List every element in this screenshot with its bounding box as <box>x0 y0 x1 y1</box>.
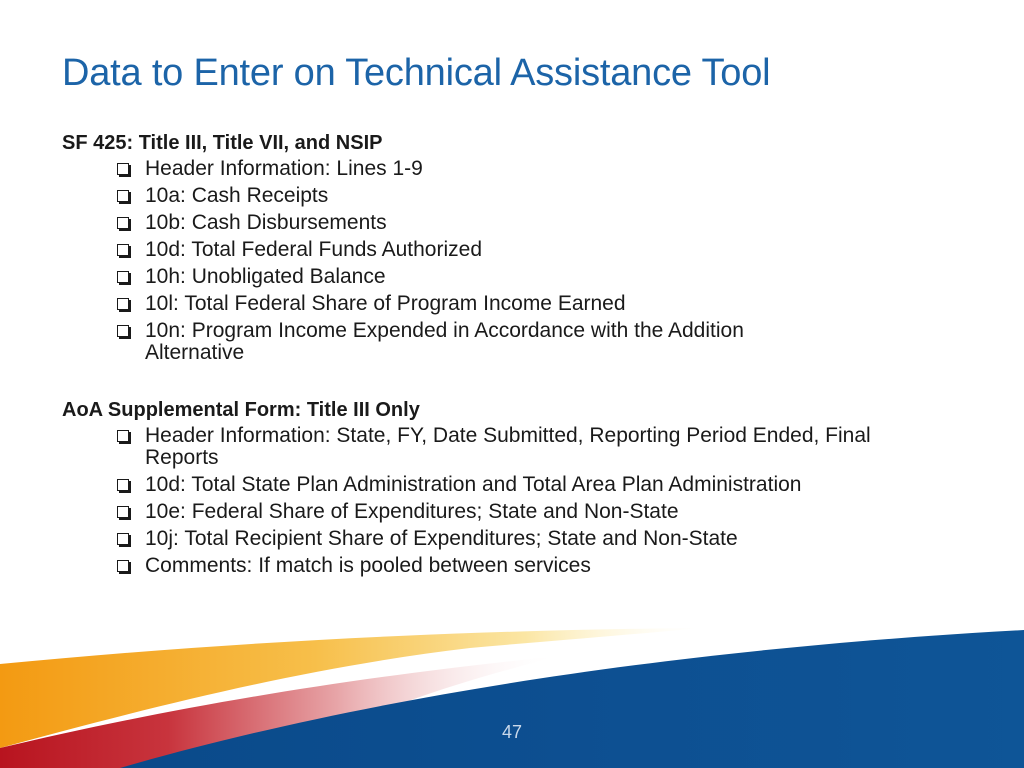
list-item-text: 10d: Total Federal Funds Authorized <box>145 238 482 261</box>
list-item <box>114 212 885 234</box>
list-item-text: 10b: Cash Disbursements <box>145 211 387 234</box>
slide-title: Data to Enter on Technical Assistance Tool <box>62 52 771 94</box>
checkbox-bullet-icon <box>117 217 129 229</box>
list-item-text: 10d: Total State Plan Administration and Total Area Plan Administration <box>145 473 802 496</box>
bullet-list <box>62 158 885 364</box>
checkbox-bullet-icon <box>117 244 129 256</box>
section-heading: AoA Supplemental Form: Title III Only <box>62 399 420 421</box>
list-item-text: 10h: Unobligated Balance <box>145 265 386 288</box>
list-item <box>114 320 805 364</box>
list-item <box>114 425 885 469</box>
section-sf425 <box>62 131 885 369</box>
list-item <box>114 474 885 496</box>
list-item-text: Header Information: State, FY, Date Submitted, Reporting Period Ended, Final Reports <box>145 424 871 469</box>
list-item-text: Header Information: Lines 1-9 <box>145 157 423 180</box>
section-heading: SF 425: Title III, Title VII, and NSIP <box>62 132 383 154</box>
list-item-text: 10j: Total Recipient Share of Expenditures; State and Non-State <box>145 527 738 550</box>
checkbox-bullet-icon <box>117 271 129 283</box>
page-number: 47 <box>501 722 523 742</box>
list-item <box>114 293 885 315</box>
checkbox-bullet-icon <box>117 298 129 310</box>
list-item <box>114 555 885 577</box>
list-item <box>114 185 885 207</box>
checkbox-bullet-icon <box>117 506 129 518</box>
section-aoa-supplemental <box>62 398 885 582</box>
checkbox-bullet-icon <box>117 560 129 572</box>
list-item <box>114 528 885 550</box>
checkbox-bullet-icon <box>117 479 129 491</box>
list-item <box>114 239 885 261</box>
checkbox-bullet-icon <box>117 533 129 545</box>
list-item <box>114 158 885 180</box>
list-item-text: 10n: Program Income Expended in Accordance with the Addition Alternative <box>145 319 744 364</box>
checkbox-bullet-icon <box>117 325 129 337</box>
bullet-list <box>62 425 885 577</box>
checkbox-bullet-icon <box>117 430 129 442</box>
list-item-text: 10e: Federal Share of Expenditures; State and Non-State <box>145 500 679 523</box>
checkbox-bullet-icon <box>117 163 129 175</box>
list-item-text: 10l: Total Federal Share of Program Income Earned <box>145 292 626 315</box>
list-item <box>114 501 885 523</box>
list-item-text: Comments: If match is pooled between services <box>145 554 591 577</box>
checkbox-bullet-icon <box>117 190 129 202</box>
list-item <box>114 266 885 288</box>
list-item-text: 10a: Cash Receipts <box>145 184 329 207</box>
